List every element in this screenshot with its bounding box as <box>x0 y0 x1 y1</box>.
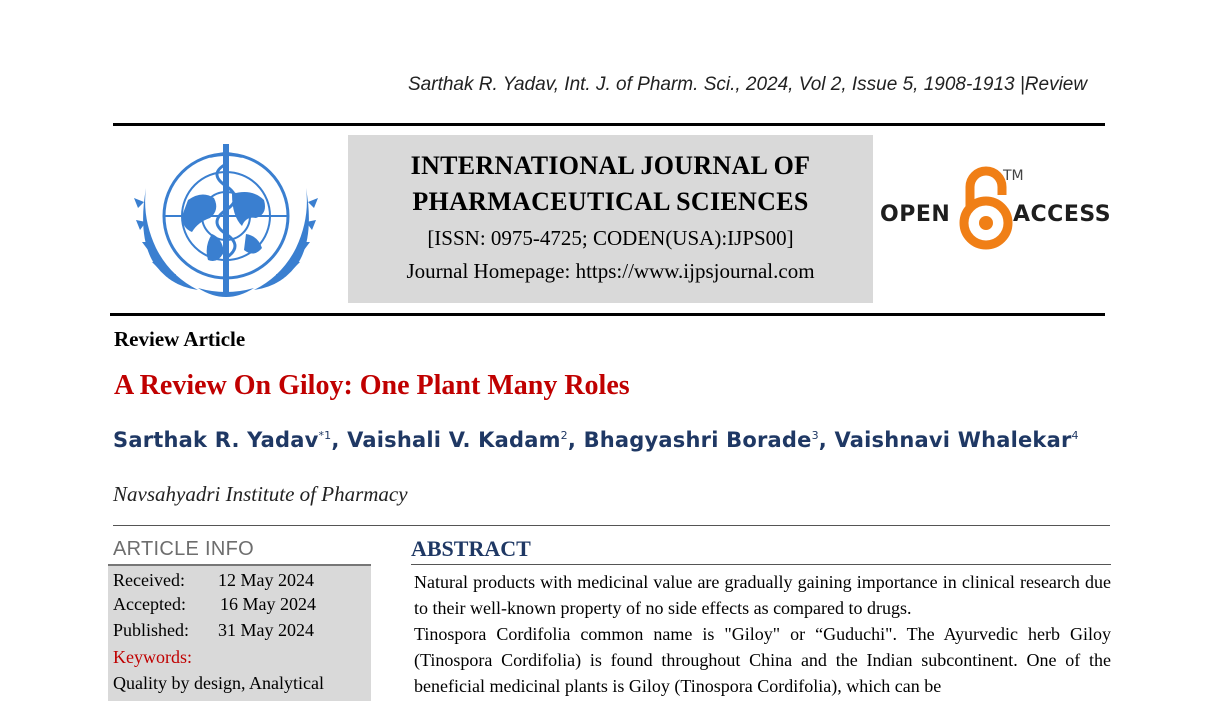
section-divider <box>113 525 1110 526</box>
author-affiliation-mark: *1 <box>318 429 332 442</box>
author-affiliation-mark: 2 <box>560 429 568 442</box>
journal-masthead <box>348 135 873 303</box>
abstract-body <box>414 569 1111 699</box>
author-separator: , <box>567 428 584 452</box>
running-head: Sarthak R. Yadav, Int. J. of Pharm. Sci., 2024, Vol 2, Issue 5, 1908-1913 |Review <box>408 74 1088 95</box>
received-label: Received: <box>113 570 185 590</box>
open-access-word-access: ACCESS <box>1013 202 1112 227</box>
author-affiliation-mark: 3 <box>811 429 819 442</box>
abstract-paragraph: Natural products with medicinal value are gradually gaining importance in clinical research due to their well-known property of no side effects as compared to drugs. <box>414 572 1111 618</box>
article-title: A Review On Giloy: One Plant Many Roles <box>114 370 630 401</box>
abstract-rule <box>411 564 1111 565</box>
accepted-date: 16 May 2024 <box>220 594 316 614</box>
author-separator: , <box>331 428 348 452</box>
author-name[interactable]: Vaishali V. Kadam <box>347 428 561 452</box>
author-list <box>113 428 1079 452</box>
abstract-heading: ABSTRACT <box>411 536 531 561</box>
article-type: Review Article <box>114 327 246 351</box>
trademark-mark: TM <box>1003 168 1024 184</box>
author-name[interactable]: Sarthak R. Yadav <box>113 428 319 452</box>
published-date: 31 May 2024 <box>218 620 314 640</box>
keywords-label: Keywords: <box>113 647 192 667</box>
journal-homepage-link[interactable]: Journal Homepage: https://www.ijpsjournal.com <box>406 259 815 283</box>
open-access-logo <box>880 165 1110 255</box>
keywords-list: Quality by design, Analytical <box>113 673 324 693</box>
header-rule-bottom <box>110 313 1105 316</box>
journal-name-line2: PHARMACEUTICAL SCIENCES <box>412 187 809 216</box>
open-access-word-open: OPEN <box>880 202 951 227</box>
published-label: Published: <box>113 620 190 640</box>
author-affiliation: Navsahyadri Institute of Pharmacy <box>113 482 408 506</box>
author-separator: , <box>818 428 835 452</box>
author-name[interactable]: Bhagyashri Borade <box>583 428 812 452</box>
author-name[interactable]: Vaishnavi Whalekar <box>834 428 1072 452</box>
author-affiliation-mark: 4 <box>1071 429 1079 442</box>
article-info-panel <box>108 566 371 701</box>
journal-issn: [ISSN: 0975-4725; CODEN(USA):IJPS00] <box>427 226 794 250</box>
journal-name-line1: INTERNATIONAL JOURNAL OF <box>410 151 811 180</box>
journal-emblem-logo <box>128 138 324 306</box>
accepted-label: Accepted: <box>113 594 186 614</box>
header-rule-top <box>113 123 1105 126</box>
received-date: 12 May 2024 <box>218 570 314 590</box>
article-info-heading: ARTICLE INFO <box>113 538 255 560</box>
abstract-paragraph: Tinospora Cordifolia common name is "Giloy" or “Guduchi". The Ayurvedic herb Giloy (Tinospora Cordifolia) is found throughout China and the Indian subcontinent. One of the beneficial medicinal plants is Giloy (Tinospora Cordifolia), which can be <box>414 624 1111 696</box>
